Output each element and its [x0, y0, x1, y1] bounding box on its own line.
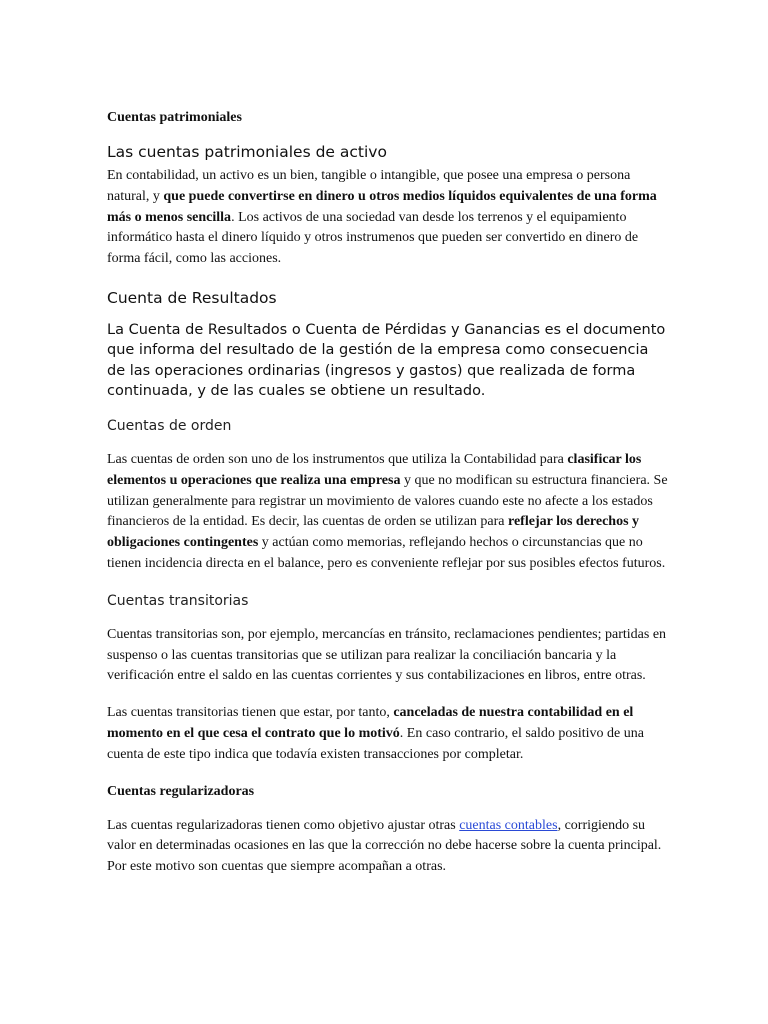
paragraph-orden-text-a: Las cuentas de orden son uno de los instrumentos que utiliza la Contabilidad para: [107, 451, 568, 467]
paragraph-transitorias-2-text-a: Las cuentas transitorias tienen que estar, por tanto,: [107, 705, 394, 721]
paragraph-orden-bold-2: reflejar los derechos y obligaciones contingentes: [107, 514, 640, 551]
paragraph-activo-bold: que puede convertirse en dinero u otros medios líquidos equivalentes de una forma más o menos sencilla: [107, 188, 657, 225]
paragraph-resultados: La Cuenta de Resultados o Cuenta de Pérdidas y Ganancias es el documento que informa del resultado de la gestión de la empresa como consecuencia de las operaciones ordinarias (ingresos y gastos) que realizada de forma continuada, y de las cuales se obtiene un resultado.: [107, 321, 666, 400]
heading-transitorias: Cuentas transitorias: [107, 592, 249, 609]
paragraph-transitorias-2: [107, 703, 668, 765]
paragraph-transitorias-1: Cuentas transitorias son, por ejemplo, mercancías en tránsito, reclamaciones pendientes; partidas en suspenso o las cuentas transitorias que se utilizan para realizar la conciliación bancaria y la verificación entre el saldo en las cuentas corrientes y sus contabilizaciones en libros, entre otras.: [107, 626, 667, 684]
paragraph-transitorias-2-text-c: . En caso contrario, el saldo positivo de una cuenta de este tipo indica que todavía existen transacciones por completar.: [107, 725, 644, 762]
paragraph-orden-text-c: y que no modifican su estructura financiera. Se utilizan generalmente para registrar un movimiento de valores cuando este no afecte a los estados financieros de la entidad. Es decir, las cuentas de orden se utilizan para: [107, 472, 668, 530]
paragraph-orden-text-e: y actúan como memorias, reflejando hechos o circunstancias que no tienen incidencia directa en el balance, pero es conveniente reflejar por sus posibles efectos futuros.: [107, 535, 666, 571]
paragraph-activo: [107, 166, 668, 270]
heading-regularizadoras: Cuentas regularizadoras: [107, 783, 255, 799]
paragraph-activo-text-c: . Los activos de una sociedad van desde los terrenos y el equipamiento informático hasta el dinero líquido y otros instrumenos que pueden ser convertido en dinero de forma fácil, como las acciones.: [107, 209, 639, 267]
heading-resultados: Cuenta de Resultados: [107, 288, 277, 307]
paragraph-regularizadoras-text-a: Las cuentas regularizadoras tienen como objetivo ajustar otras: [107, 817, 460, 833]
paragraph-transitorias-2-bold: canceladas de nuestra contabilidad en el momento en el que cesa el contrato que lo motivó: [107, 705, 634, 741]
paragraph-regularizadoras-text-b: , corrigiendo su valor en determinadas ocasiones en las que la corrección no debe hacerse sobre la cuenta principal. Por este motivo son cuentas que siempre acompañan a otras.: [107, 817, 662, 875]
paragraph-regularizadoras: [107, 816, 668, 878]
paragraph-orden: [107, 450, 668, 575]
cuentas-contables-link[interactable]: cuentas contables: [459, 817, 558, 833]
paragraph-orden-bold-1: clasificar los elementos u operaciones que realiza una empresa: [107, 451, 642, 488]
doc-title: Cuentas patrimoniales: [107, 110, 242, 125]
heading-orden: Cuentas de orden: [107, 417, 232, 434]
heading-activo: Las cuentas patrimoniales de activo: [107, 143, 387, 161]
paragraph-activo-text-a: En contabilidad, un activo es un bien, tangible o intangible, que posee una empresa o persona natural, y: [107, 168, 631, 204]
